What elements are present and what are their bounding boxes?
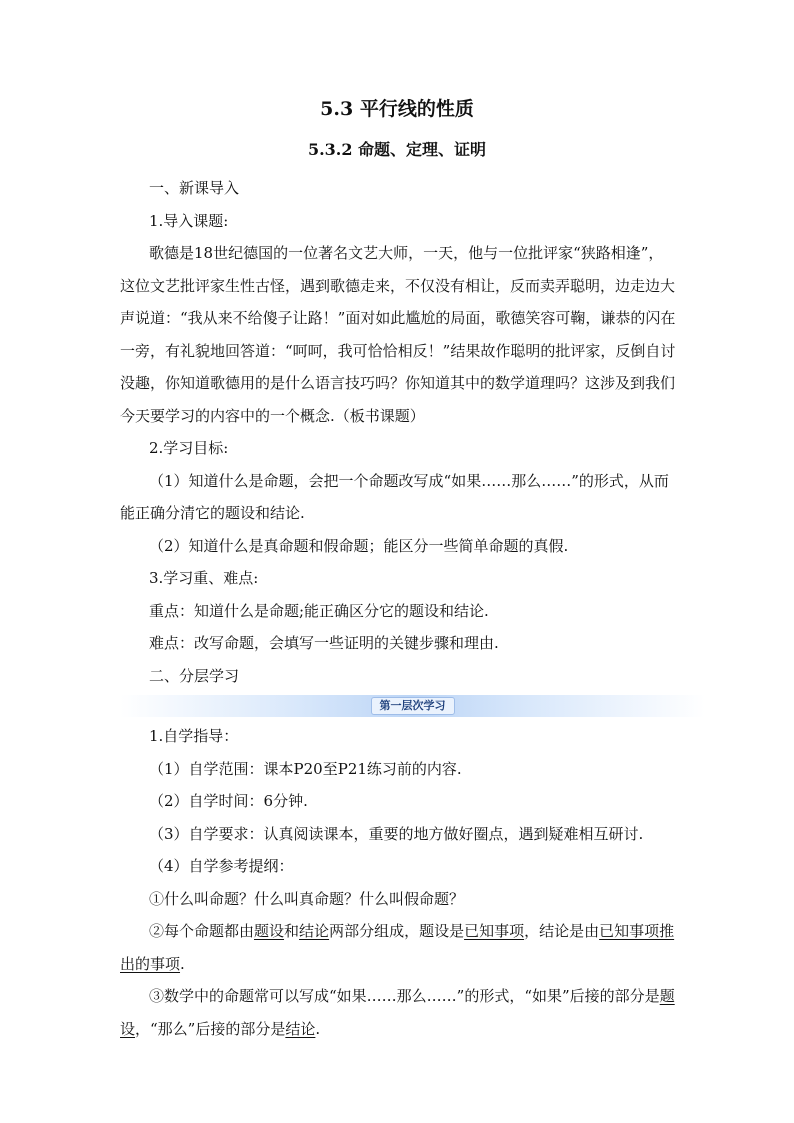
q3-text-2: ，“那么”后接的部分是 — [135, 1019, 286, 1038]
intro-story-paragraph: 歌德是18世纪德国的一位著名文艺大师，一天，他与一位批评家“狭路相逢”，这位文艺批评家生性古怪，遇到歌德走来，不仅没有相让，反而卖弄聪明，边走边大声说道：“我从来不给傻子让路！”面对如此尴尬的局面，歌德笑容可鞠，谦恭的闪在一旁，有礼貌地回答道：“呵呵，我可恰恰相反！”结果故作聪明的批评家，反倒自讨没趣，你知道歌德用的是什么语言技巧吗？你知道其中的数学道理吗？这涉及到我们今天要学习的内容中的一个概念.（板书课题） — [120, 244, 676, 425]
q2-text-1: ②每个命题都由 — [149, 922, 255, 940]
q2-answer-derived-facts: 已知事项推出的事项 — [120, 922, 675, 973]
q2-text-5: . — [180, 954, 185, 973]
self-study-guide-heading: 1.自学指导： — [149, 727, 239, 745]
outline-question-2 — [120, 915, 676, 980]
outline-question-3 — [120, 980, 676, 1045]
difficult-point: 难点：改写命题，会填写一些证明的关键步骤和理由. — [149, 634, 499, 652]
section-heading-layered: 二、分层学习 — [149, 666, 240, 685]
key-point: 重点：知道什么是命题;能正确区分它的题设和结论. — [149, 601, 489, 620]
q2-answer-known-facts: 已知事项 — [464, 922, 525, 940]
q2-text-4: ，结论是由 — [524, 922, 600, 940]
q3-answer-conclusion: 结论 — [285, 1019, 316, 1038]
q3-text-3: . — [315, 1019, 321, 1038]
q2-text-3: 两部分组成，题设是 — [329, 922, 465, 940]
q2-answer-conclusion: 结论 — [299, 922, 330, 940]
level-banner-label: 第一层次学习 — [371, 697, 455, 715]
item-heading-topic: 1.导入课题: — [149, 211, 229, 230]
outline-question-1: ①什么叫命题？什么叫真命题？什么叫假命题？ — [149, 889, 465, 908]
q2-text-2: 和 — [284, 922, 300, 940]
self-study-scope: （1）自学范围：课本P20至P21练习前的内容. — [149, 759, 462, 778]
page-subtitle: 5.3.2 命题、定理、证明 — [307, 140, 487, 159]
self-study-time: （2）自学时间：6分钟. — [149, 792, 308, 810]
self-study-requirement: （3）自学要求：认真阅读课本，重要的地方做好圈点，遇到疑难相互研讨. — [149, 824, 644, 843]
q3-answer-premise: 题设 — [120, 987, 675, 1038]
q3-text-1: ③数学中的命题常可以写成“如果……那么……”的形式，“如果”后接的部分是 — [149, 987, 660, 1005]
page-title: 5.3 平行线的性质 — [320, 98, 474, 120]
self-study-outline: （4）自学参考提纲： — [149, 857, 294, 875]
level-banner — [120, 695, 705, 717]
learning-goal-1: （1）知道什么是命题，会把一个命题改写成“如果……那么……”的形式，从而能正确分清它的题设和结论. — [120, 471, 669, 522]
section-heading-intro: 一、新课导入 — [149, 179, 240, 197]
item-heading-key-points: 3.学习重、难点: — [149, 569, 259, 587]
item-heading-goals: 2.学习目标: — [149, 439, 229, 457]
q2-answer-premise: 题设 — [254, 922, 285, 940]
lesson-content — [120, 172, 676, 1045]
learning-goal-2: （2）知道什么是真命题和假命题；能区分一些简单命题的真假. — [149, 536, 569, 555]
